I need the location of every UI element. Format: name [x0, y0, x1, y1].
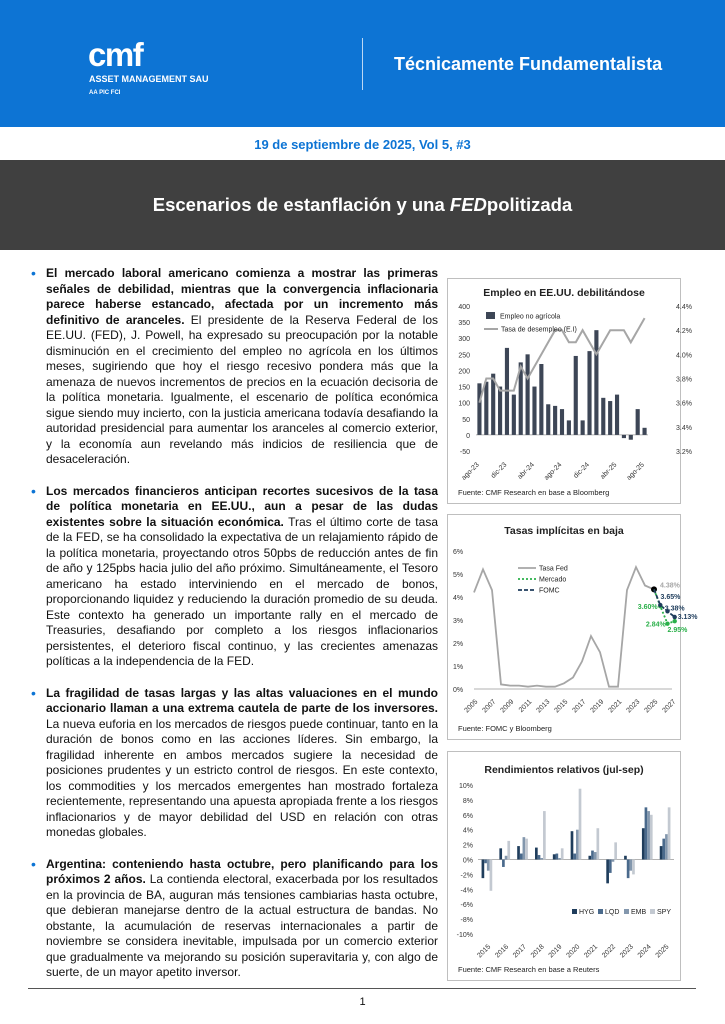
bullet-paragraph [28, 686, 438, 841]
y-tick-label: 1% [453, 664, 464, 671]
y-tick-label: 4% [453, 595, 464, 602]
footer-divider [28, 988, 696, 989]
return-bar-emb [647, 811, 650, 859]
bullet-lead: El mercado laboral americano comienza a mostrar las primeras señales de debilidad, mientras que la convergencia inflacionaria parece haberse estancado, afectada por un incremento más definitivo de aranceles. [46, 266, 438, 327]
legend-label: EMB [631, 909, 647, 916]
return-bar-spy [614, 842, 617, 859]
bullet-text: La nueva euforia en los mercados de riesgos puede continuar, tanto en la duración de bonos como en las acciones líderes. Sin embargo, la fragilidad inherente en ambos mercados sugiere la necesidad de posiciones prudentes y un estricto control de riesgos. En este contexto, los commodities y los mercados emergentes han mostrado fortaleza recientemente, representando una apuesta apropiada frente a los riesgos inflacionarios y de mayor debilidad del USD en relación con otras monedas globales. [46, 716, 438, 839]
y-tick-label: 300 [458, 336, 470, 344]
return-bar-spy [632, 860, 635, 875]
x-tick-label: 2005 [463, 698, 480, 715]
y-tick-label: 50 [462, 416, 470, 424]
page-title [0, 160, 725, 250]
return-bar-spy [650, 815, 653, 860]
return-bar-lqd [645, 807, 648, 859]
y-tick-label: 100 [458, 400, 470, 408]
chart-source: Fuente: FOMC y Bloomberg [458, 724, 552, 733]
data-label: 3.13% [677, 614, 698, 622]
return-bar-hyg [482, 860, 485, 879]
legend-label: LQD [605, 909, 620, 916]
bullet-text: El presidente de la Reserva Federal de los EE.UU. (FED), J. Powell, ha expresado su preocupación por la notable disminución en el crecimiento del empleo no agrícola en los últimos meses, sugiriendo que hoy el riesgo recesivo pondera más que la amenaza de nuevos incrementos de precios en la ecuación decisoria de la política monetaria. Igualmente, el escenario de política económica sigue siendo muy incierto, con la justicia americana todavía desafiando la autoridad presidencial para aumentar los aranceles al comercio exterior, y la economía aun revelando más indicios de resiliencia que de desaceleración. [46, 312, 438, 466]
employment-bar [581, 420, 585, 435]
title-italic: FED [449, 194, 487, 215]
y-tick-label: -2% [460, 872, 473, 880]
y2-tick-label: 4.0% [676, 352, 692, 360]
legend-label: Mercado [539, 576, 567, 584]
return-bar-hyg [517, 846, 520, 859]
bullet-paragraph [28, 484, 438, 670]
x-tick-label: 2023 [618, 943, 635, 960]
y-tick-label: -6% [460, 902, 473, 910]
data-label: 4.38% [660, 582, 680, 590]
header-banner [0, 0, 725, 127]
employment-bar [546, 404, 550, 435]
rates-chart [447, 514, 698, 740]
return-bar-lqd [627, 860, 630, 879]
y-tick-label: 200 [458, 368, 470, 376]
article-body [28, 266, 438, 997]
fed-rate-line [474, 567, 654, 687]
y-tick-label: 6% [462, 812, 473, 820]
x-tick-label: 2022 [601, 943, 618, 960]
employment-bar [587, 351, 591, 435]
y-tick-label: -10% [456, 932, 473, 939]
return-bar-emb [505, 856, 508, 860]
y-tick-label: 2% [462, 842, 473, 850]
return-bar-hyg [606, 860, 609, 884]
y-tick-label: 4% [462, 827, 473, 835]
employment-bar [553, 406, 557, 435]
x-tick-label: 2020 [565, 943, 582, 960]
x-tick-label: 2015 [553, 698, 570, 715]
employment-bar [526, 354, 530, 435]
legend-swatch-bar [486, 312, 495, 319]
employment-bar [477, 383, 481, 435]
return-bar-emb [594, 852, 597, 859]
fomc-point [673, 615, 677, 619]
employment-bar [636, 409, 640, 435]
x-tick-label: 2019 [589, 698, 606, 715]
y-tick-label: 350 [458, 320, 470, 328]
return-bar-hyg [571, 831, 574, 859]
employment-chart [447, 278, 692, 504]
return-bar-lqd [520, 854, 523, 860]
x-tick-label: 2018 [529, 943, 546, 960]
bullet-lead: Los mercados financieros anticipan recortes sucesivos de la tasa de política monetaria en EE.UU., aun a pesar de las dudas existentes sobre la situación económica. [46, 483, 438, 529]
legend-label: HYG [579, 909, 595, 916]
chart-title: Rendimientos relativos (jul-sep) [484, 764, 644, 776]
legend-label: FOMC [539, 587, 560, 595]
return-bar-emb [629, 860, 632, 871]
employment-bar [512, 395, 516, 435]
x-tick-label: ago-24 [543, 461, 564, 482]
y-tick-label: 8% [462, 797, 473, 805]
bullet-text: Tras el último corte de tasa de la FED, se ha consolidado la expectativa de un relajamiento rápido de la política monetaria, proyectando otros 50pbs de reducción antes de fin de año y 125pbs hacia julio del año próximo. Simultáneamente, el Tesoro americano ha estado interviniendo en el mercado de bonos, proporcionando liquidez y reduciendo la duración promedio de su deuda. Este contexto ha generado un importante rally en el mercado de Treasuries, desafiando por completo a los riesgos inflacionarios persistentes, el deterioro fiscal continuo, y las crecientes amenazas políticas a la independencia de la FED. [46, 514, 438, 668]
return-bar-emb [665, 834, 668, 859]
return-bar-spy [543, 811, 546, 859]
return-bar-lqd [662, 839, 665, 860]
legend-label: Empleo no agrícola [500, 313, 561, 321]
x-tick-label: 2007 [481, 698, 498, 715]
company-name: ASSET MANAGEMENT SAU [89, 74, 209, 84]
y-tick-label: 3% [453, 618, 464, 625]
employment-bar [532, 387, 536, 435]
return-bar-hyg [499, 848, 502, 859]
y-tick-label: -50 [459, 449, 470, 456]
return-bar-hyg [642, 828, 645, 859]
y-tick-label: 250 [458, 352, 470, 360]
x-tick-label: ago-23 [460, 461, 481, 482]
title-part-1: Escenarios de estanflación y una [152, 194, 445, 215]
company-sub: AA PIC FCI [89, 90, 121, 96]
return-bar-emb [540, 858, 543, 859]
y-tick-label: 6% [453, 549, 464, 556]
return-bar-hyg [535, 848, 538, 860]
legend-label: Tasa de desempleo (E.I) [501, 326, 577, 334]
return-bar-lqd [484, 860, 487, 864]
bullet-paragraph [28, 266, 438, 468]
page-number: 1 [359, 996, 366, 1008]
market-point [673, 619, 677, 623]
employment-bar [560, 409, 564, 435]
y-tick-label: 5% [453, 572, 464, 579]
return-bar-hyg [660, 846, 663, 859]
chart-source: Fuente: CMF Research en base a Bloomberg [458, 488, 610, 497]
fomc-point [658, 603, 662, 607]
x-tick-label: 2017 [571, 698, 588, 715]
x-tick-label: 2011 [517, 698, 534, 715]
y-tick-label: 0 [466, 432, 470, 440]
legend-swatch [650, 909, 655, 914]
employment-bar [608, 401, 612, 435]
x-tick-label: 2027 [661, 698, 678, 715]
legend-label: Tasa Fed [539, 565, 568, 573]
y-tick-label: 0% [453, 687, 464, 694]
y2-tick-label: 3.2% [676, 449, 692, 456]
return-bar-emb [612, 860, 615, 862]
return-bar-emb [558, 858, 561, 859]
legend-label: SPY [657, 909, 672, 916]
dateline: 19 de septiembre de 2025, Vol 5, #3 [254, 137, 471, 152]
x-tick-label: dic-23 [489, 461, 509, 480]
y-tick-label: 0% [462, 857, 473, 865]
employment-bar [594, 330, 598, 435]
returns-chart [447, 751, 681, 981]
x-tick-label: 2013 [535, 698, 552, 715]
publication-title: Técnicamente Fundamentalista [394, 54, 663, 74]
x-tick-label: 2025 [654, 943, 671, 960]
employment-bar [498, 387, 502, 435]
y2-tick-label: 4.4% [676, 304, 692, 311]
employment-chart-plot [448, 279, 692, 505]
return-bar-hyg [588, 856, 591, 860]
chart-title: Empleo en EE.UU. debilitándose [483, 287, 645, 299]
x-tick-label: 2017 [511, 943, 528, 960]
bullet-text: La contienda electoral, exacerbada por los resultados en la provincia de BA, auguran más tensiones cambiarias hasta octubre, que debieran manejarse dentro de la actual estructura de bandas. No obstante, la acumulación de reservas internacionales a partir de noviembre se considera inevitable, impulsada por un comercio exterior que gradualmente va mejorando su posición superavitaria y, con algo de suerte, de un mayor apetito inversor. [46, 872, 438, 979]
return-bar-emb [487, 860, 490, 871]
data-label: 2.95% [667, 627, 688, 635]
return-bar-lqd [591, 851, 594, 860]
header-divider [362, 38, 363, 90]
employment-bar [567, 420, 571, 435]
x-tick-label: 2023 [625, 698, 642, 715]
return-bar-spy [668, 807, 671, 859]
return-bar-spy [579, 789, 582, 860]
x-tick-label: dic-24 [572, 461, 591, 480]
x-tick-label: 2016 [494, 943, 511, 960]
rates-chart-plot [448, 515, 698, 741]
return-bar-spy [507, 841, 510, 860]
y-tick-label: 400 [458, 304, 470, 311]
y-tick-label: -8% [460, 917, 473, 925]
employment-bar [539, 364, 543, 435]
y2-tick-label: 3.4% [676, 424, 692, 432]
x-tick-label: ago-25 [625, 461, 646, 482]
legend-swatch [624, 909, 629, 914]
company-logo: cmf [88, 36, 143, 73]
employment-bar [615, 395, 619, 435]
legend-swatch [572, 909, 577, 914]
return-bar-spy [596, 828, 599, 859]
market-point [665, 621, 669, 625]
return-bar-lqd [538, 855, 541, 859]
data-label: 3.65% [660, 594, 681, 602]
bullet-paragraph [28, 857, 438, 981]
return-bar-emb [523, 837, 526, 859]
return-bar-spy [525, 839, 528, 860]
x-tick-label: 2019 [547, 943, 564, 960]
return-bar-spy [561, 848, 564, 859]
return-bar-hyg [553, 854, 556, 859]
return-bar-lqd [609, 860, 612, 873]
title-part-2: politizada [486, 194, 573, 215]
y2-tick-label: 4.2% [676, 328, 692, 336]
y2-tick-label: 3.6% [676, 400, 692, 408]
y2-tick-label: 3.8% [676, 376, 692, 384]
employment-bar [574, 356, 578, 435]
y-tick-label: 10% [458, 783, 473, 790]
chart-source: Fuente: CMF Research en base a Reuters [458, 965, 600, 974]
employment-bar [629, 435, 633, 440]
data-label: 2.84% [645, 621, 666, 629]
x-tick-label: 2021 [583, 943, 600, 960]
x-tick-label: 2021 [607, 698, 624, 715]
returns-chart-plot [448, 752, 682, 982]
bullet-lead: Argentina: conteniendo hasta octubre, pero planificando para los próximos 2 años. [46, 856, 438, 886]
data-label: 3.38% [664, 605, 685, 613]
employment-bar [601, 398, 605, 435]
return-bar-spy [490, 860, 493, 891]
return-bar-lqd [556, 854, 559, 860]
y-tick-label: 2% [453, 641, 464, 648]
return-bar-emb [576, 830, 579, 860]
bullet-lead: La fragilidad de tasas largas y las altas valuaciones en el mundo accionario llaman a una extrema cautela de parte de los inversores. [46, 685, 438, 715]
chart-title: Tasas implícitas en baja [504, 525, 624, 537]
return-bar-hyg [624, 856, 627, 860]
x-tick-label: abr-25 [599, 461, 619, 481]
employment-bar [642, 428, 646, 435]
x-tick-label: 2024 [636, 943, 653, 960]
y-tick-label: -4% [460, 887, 473, 895]
x-tick-label: abr-24 [516, 461, 536, 481]
x-tick-label: 2015 [476, 943, 493, 960]
x-tick-label: 2009 [499, 698, 516, 715]
legend-swatch [598, 909, 603, 914]
y-tick-label: 150 [458, 384, 470, 392]
employment-bar [484, 382, 488, 435]
x-tick-label: 2025 [643, 698, 660, 715]
return-bar-lqd [573, 854, 576, 860]
return-bar-lqd [502, 860, 505, 867]
data-label: 3.60% [637, 604, 658, 612]
employment-bar [622, 435, 626, 438]
